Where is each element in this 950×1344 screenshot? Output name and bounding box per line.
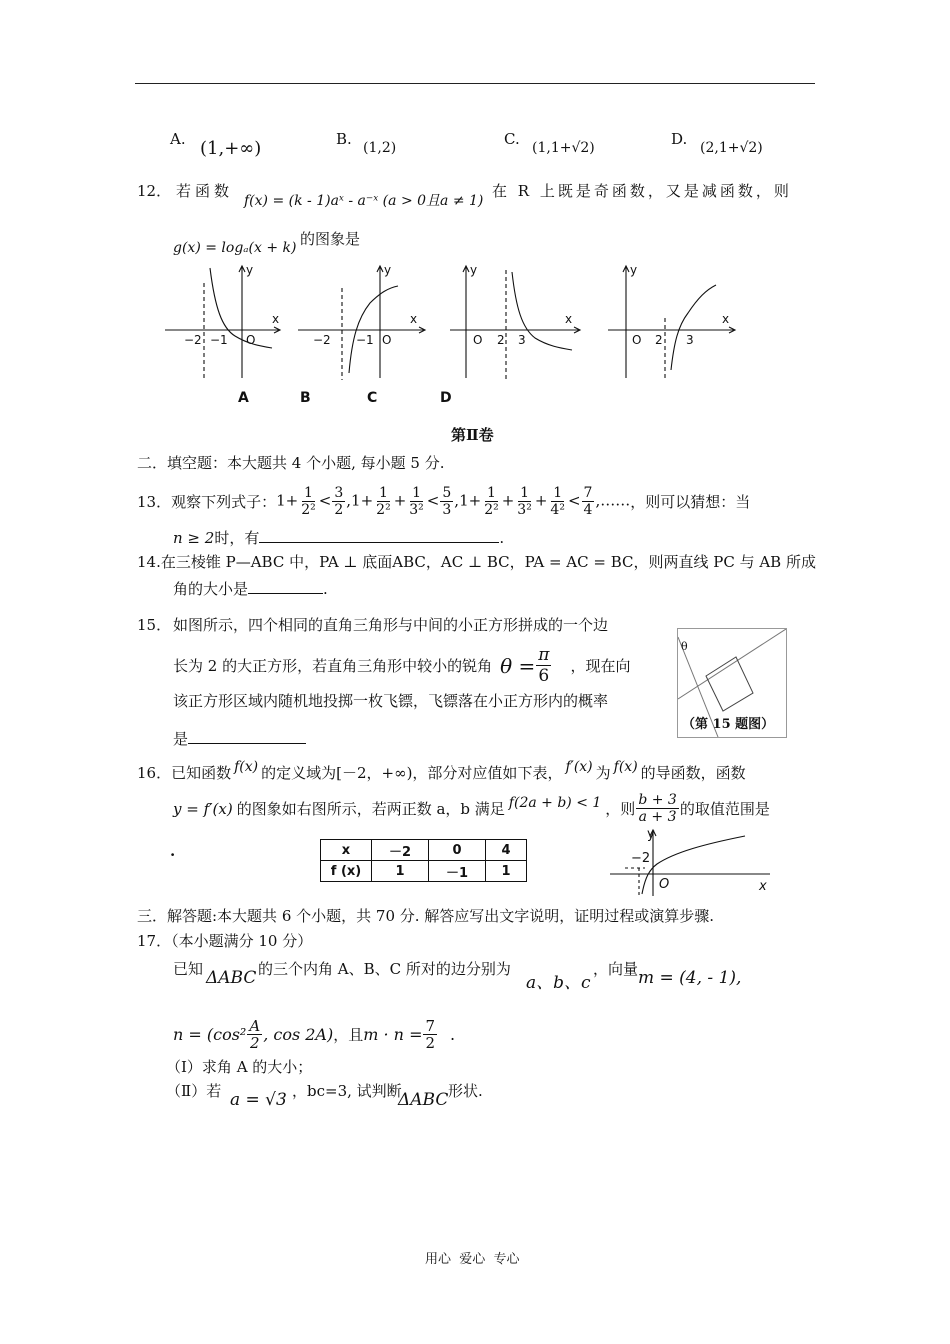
q17-line2 xyxy=(173,1018,455,1051)
q16-ratio: $\frac{b + 3}{a + 3}$ xyxy=(638,792,677,825)
g1-tick-2: −1 xyxy=(210,333,228,347)
q17-line1a: 已知 xyxy=(173,960,204,978)
option-a-label: A. xyxy=(170,130,186,148)
q17-and: ，且 xyxy=(333,1026,364,1044)
g4-curve xyxy=(671,285,716,370)
q16-line2 xyxy=(173,792,770,825)
q15-line3: 该正方形区域内随机地投掷一枚飞镖，飞镖落在小正方形内的概率 xyxy=(173,692,609,710)
q15-line4 xyxy=(173,728,306,749)
q16-line2a: 的图象如右图所示，若两正数 a，b 满足 xyxy=(236,800,505,818)
q13-answer-blank[interactable] xyxy=(259,542,499,543)
q14-line2 xyxy=(173,578,328,599)
graph-label-d: D xyxy=(440,390,452,406)
g3-tick-3: 3 xyxy=(518,333,526,347)
fig15-theta: θ xyxy=(681,640,688,653)
q13-line2 xyxy=(173,527,504,548)
g2-y-label: y xyxy=(384,263,392,277)
q15-figure xyxy=(677,628,787,738)
q14-line2-text: 角的大小是 xyxy=(173,580,249,598)
q15-line4-text: 是 xyxy=(173,730,189,748)
header-rule xyxy=(135,83,815,84)
q16-line1a: 已知函数 xyxy=(171,764,232,782)
g1-x-label: x xyxy=(272,312,280,326)
g2-tick-2: −1 xyxy=(356,333,374,347)
q13-inequalities: 1+ $\frac{1}{\text{2²}}$ < $\frac{3}{2}$ ,1+ $\frac{1}{\text{2²}}$ + $\frac{1}{\text{3²}}$ < $\frac{5}{3}$ ,1+ $\frac{1}{\text{2²}}$ + $\frac{1}{\text{3²}}$ + $\frac{1}{\text{4²}}$ < $\frac{7}{4}$ ,…… xyxy=(276,484,631,518)
q16-line1d: 的导函数，函数 xyxy=(640,764,746,782)
table-cell: f (x) xyxy=(321,861,372,882)
q12-function: f(x) = (k - 1)aˣ - a⁻ˣ (a > 0且a ≠ 1) xyxy=(244,193,484,209)
table-cell: 1 xyxy=(486,861,527,882)
q13-lead: 观察下列式子： xyxy=(171,492,277,511)
q15-line2b: ，现在向 xyxy=(570,657,631,675)
q15-pi-over-6: $\frac{\pi}{6}$ xyxy=(538,645,550,686)
q12-g-function: g(x) = logₐ(x + k) xyxy=(173,240,297,256)
g4-x-label: x xyxy=(722,312,730,326)
g4-tick-1: O xyxy=(632,333,642,347)
g4-tick-2: 2 xyxy=(655,333,663,347)
g3-tick-2: 2 xyxy=(497,333,505,347)
q13-line1 xyxy=(137,478,817,524)
q17-n-suffix: , cos 2A) xyxy=(263,1025,334,1044)
q17-n-prefix: n = (cos² xyxy=(173,1025,247,1044)
q16-graph-y: y xyxy=(647,827,655,842)
q16-dot: . xyxy=(170,842,176,860)
q17-vector-m: m = (4, - 1), xyxy=(638,968,742,988)
q14-number: 14. xyxy=(137,553,161,571)
q17-triangle-2: ΔABC xyxy=(398,1090,449,1110)
q16-graph-m2: −2 xyxy=(631,851,651,866)
page-footer: 用心 爱心 专心 xyxy=(425,1252,520,1267)
q13-tail: ，则可以猜想：当 xyxy=(630,492,751,511)
q13-number: 13． xyxy=(137,492,172,511)
q14-answer-blank[interactable] xyxy=(248,593,323,594)
option-b-label: B. xyxy=(336,130,352,148)
option-c-value: (1,1+√2) xyxy=(532,140,595,156)
g2-tick-1: −2 xyxy=(313,333,331,347)
q15-line2 xyxy=(173,645,630,686)
g4-tick-3: 3 xyxy=(686,333,694,347)
fig15-diagonal-1 xyxy=(678,629,786,699)
table-cell: －2 xyxy=(372,840,429,861)
q17-sides: a、b、c xyxy=(526,973,591,993)
table-row xyxy=(321,840,527,861)
q17-title: 17．（本小题满分 10 分） xyxy=(137,932,313,950)
g1-y-label: y xyxy=(246,263,254,277)
option-d-value: (2,1+√2) xyxy=(700,140,763,156)
graph-label-c: C xyxy=(367,390,378,406)
q17-a-value: a = √3 xyxy=(230,1090,287,1110)
q16-value-table xyxy=(320,839,527,882)
q16-derivative-graph xyxy=(605,826,775,898)
q16-y-eq: y = f′(x) xyxy=(173,799,233,818)
q16-number: 16． xyxy=(137,764,172,782)
q17-part2a: （Ⅱ）若 xyxy=(166,1082,222,1100)
option-a-value: (1,+∞) xyxy=(200,138,262,159)
option-b-value: (1,2) xyxy=(363,140,397,156)
q14-text: 在三棱锥 P—ABC 中，PA ⊥ 底面ABC，AC ⊥ BC，PA = AC = BC，则两直线 PC 与 AB 所成 xyxy=(160,553,816,571)
g3-x-label: x xyxy=(565,312,573,326)
g3-y-label: y xyxy=(470,263,478,277)
q17-part2 xyxy=(166,1080,566,1112)
table-cell: 0 xyxy=(429,840,486,861)
q14-period: . xyxy=(323,580,328,598)
table-row xyxy=(321,861,527,882)
graph-label-a: A xyxy=(238,390,249,406)
q17-line1c: ，向量 xyxy=(593,960,639,978)
table-cell: 4 xyxy=(486,840,527,861)
q15-fig-caption: （第 15 题图） xyxy=(682,717,775,732)
q12-suffix: 的图象是 xyxy=(300,230,361,248)
section-2-heading: 二．填空题：本大题共 4 个小题, 每小题 5 分. xyxy=(137,454,445,472)
q13-have: 时，有 xyxy=(214,529,260,547)
q13-n-condition: n ≥ 2 xyxy=(173,529,215,547)
q16-line2b: ，则 xyxy=(605,800,636,818)
q16-line1b: 的定义域为[－2，+∞)，部分对应值如下表， xyxy=(261,764,563,782)
graph-label-b: B xyxy=(300,390,311,406)
q15-answer-blank[interactable] xyxy=(188,743,306,744)
q17-part1: （Ⅰ）求角 A 的大小； xyxy=(166,1058,313,1076)
q12-prefix: 若函数 xyxy=(176,182,234,200)
q12-mid: 在 R 上既是奇函数，又是减函数，则 xyxy=(492,182,792,200)
q16-fx-2: f(x) xyxy=(613,758,638,775)
q14-line1 xyxy=(137,551,816,572)
q16-condition: f(2a + b) < 1 xyxy=(508,794,602,811)
q17-dot-product: m · n = xyxy=(363,1025,423,1044)
q17-seven-halves: $\frac{7}{2}$ xyxy=(425,1017,436,1052)
q16-graph-o: O xyxy=(659,877,670,892)
g4-y-label: y xyxy=(630,263,638,277)
q12-number: 12． xyxy=(137,182,172,200)
section-3-heading: 三．解答题:本大题共 6 个小题，共 70 分. 解答应写出文字说明，证明过程或演算步骤. xyxy=(137,907,715,925)
q15-line2a: 长为 2 的大正方形，若直角三角形中较小的锐角 xyxy=(173,657,493,675)
q16-graph-x: x xyxy=(759,879,767,894)
option-c-label: C. xyxy=(504,130,520,148)
q16-fx-1: f(x) xyxy=(234,758,259,775)
q16-fpx: f′(x) xyxy=(565,758,593,775)
g3-tick-1: O xyxy=(473,333,483,347)
q17-part2c: 形状. xyxy=(448,1082,483,1100)
table-cell: 1 xyxy=(372,861,429,882)
q16-line1c: 为 xyxy=(595,764,611,782)
q16-derivative-curve xyxy=(642,836,745,894)
q16-line1 xyxy=(137,758,746,783)
q15-number: 15． xyxy=(137,616,172,634)
g2-x-label: x xyxy=(410,312,418,326)
g1-tick-1: −2 xyxy=(184,333,202,347)
q16-line2c: 的取值范围是 xyxy=(679,800,770,818)
section-2-title: 第Ⅱ卷 xyxy=(451,426,494,444)
q12-graphs xyxy=(160,258,760,383)
q15-line1: 如图所示，四个相同的直角三角形与中间的小正方形拼成的一个边 xyxy=(173,616,609,634)
q15-theta: θ = xyxy=(500,653,536,678)
g2-tick-3: O xyxy=(382,333,392,347)
option-d-label: D. xyxy=(671,130,688,148)
q17-triangle: ΔABC xyxy=(206,968,257,988)
q17-a-over-2: $\frac{A}{2}$ xyxy=(249,1017,261,1052)
q17-line1 xyxy=(173,958,813,994)
q13-period: . xyxy=(499,529,505,547)
table-cell: x xyxy=(321,840,372,861)
q17-period: . xyxy=(450,1025,456,1044)
q17-line1b: 的三个内角 A、B、C 所对的边分别为 xyxy=(258,960,511,978)
table-cell: －1 xyxy=(429,861,486,882)
g1-tick-3: O xyxy=(246,333,256,347)
q17-part2b: ，bc=3, 试判断 xyxy=(292,1082,402,1100)
